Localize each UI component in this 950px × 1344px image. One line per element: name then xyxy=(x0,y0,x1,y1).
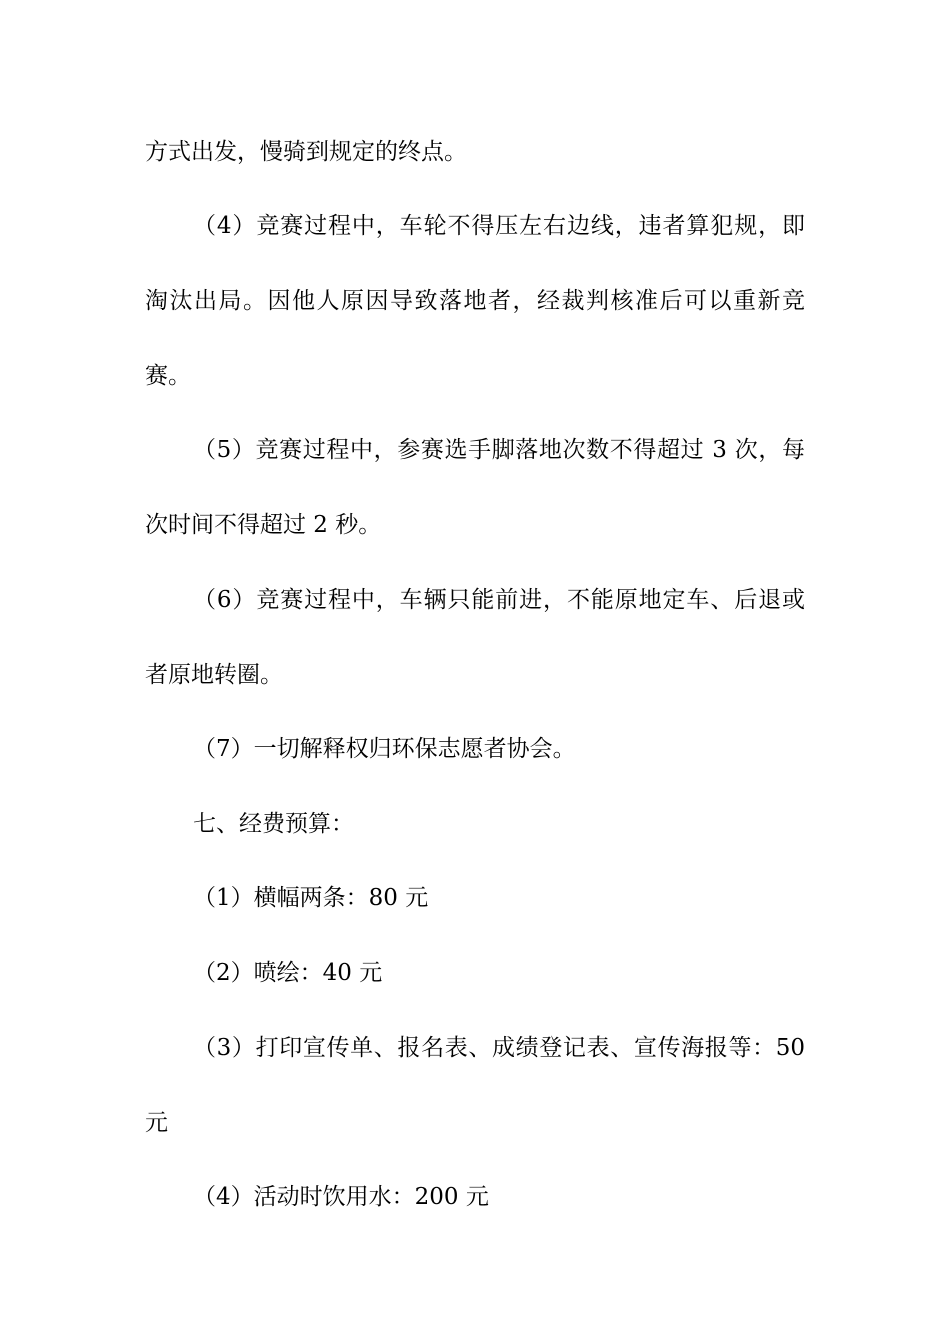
section-heading: 七、经费预算： xyxy=(193,811,354,837)
paragraph-line: 者原地转圈。 xyxy=(145,662,283,688)
paragraph-line: （4）竞赛过程中，车轮不得压左右边线，违者算犯规，即 xyxy=(193,213,805,239)
paragraph-line: （4）活动时饮用水：200 元 xyxy=(193,1184,489,1210)
paragraph-line: 元 xyxy=(145,1110,168,1136)
paragraph-line: （2）喷绘：40 元 xyxy=(193,960,383,986)
paragraph-line: 方式出发，慢骑到规定的终点。 xyxy=(145,139,467,165)
paragraph-line: 次时间不得超过 2 秒。 xyxy=(145,512,382,538)
paragraph-line: （3）打印宣传单、报名表、成绩登记表、宣传海报等：50 xyxy=(193,1035,805,1061)
paragraph-line: （7）一切解释权归环保志愿者协会。 xyxy=(193,736,576,762)
paragraph-line: 赛。 xyxy=(145,363,191,389)
paragraph-line: （1）横幅两条：80 元 xyxy=(193,885,429,911)
paragraph-line: （5）竞赛过程中，参赛选手脚落地次数不得超过 3 次，每 xyxy=(193,437,805,463)
paragraph-line: （6）竞赛过程中，车辆只能前进，不能原地定车、后退或 xyxy=(193,587,805,613)
paragraph-line: 淘汰出局。因他人原因导致落地者，经裁判核准后可以重新竞 xyxy=(145,288,805,314)
